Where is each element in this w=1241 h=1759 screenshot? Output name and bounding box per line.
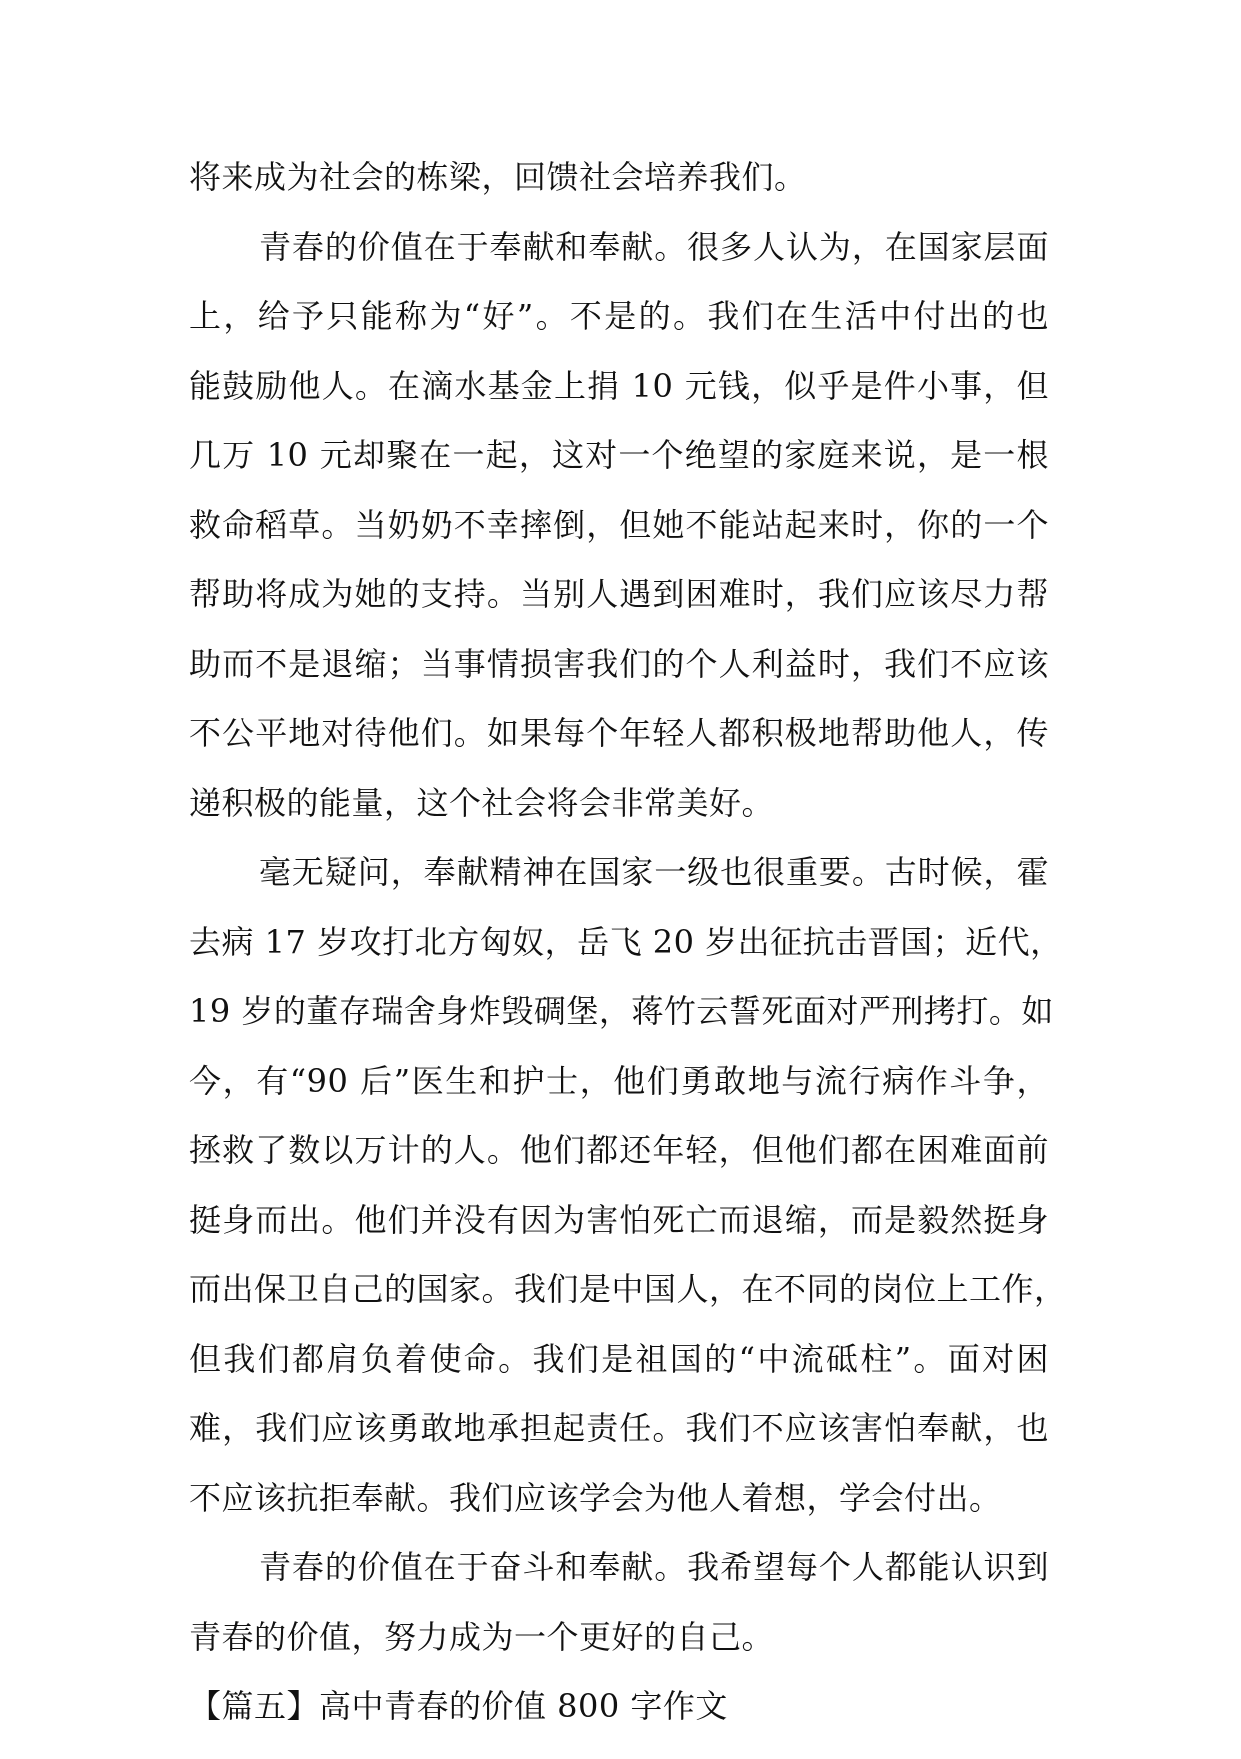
- paragraph-line: 毫无疑问，奉献精神在国家一级也很重要。古时候，霍: [259, 853, 1049, 891]
- paragraph-line: 拯救了数以万计的人。他们都还年轻，但他们都在困难面前: [189, 1131, 1049, 1169]
- paragraph-line: 救命稻草。当奶奶不幸摔倒，但她不能站起来时，你的一个: [189, 505, 1049, 544]
- paragraph-line: 青春的价值，努力成为一个更好的自己。: [189, 1617, 775, 1656]
- paragraph-line: 几万 10 元却聚在一起，这对一个绝望的家庭来说，是一根: [189, 436, 1049, 474]
- paragraph-line: 上，给予只能称为“好”。不是的。我们在生活中付出的也: [189, 297, 1049, 335]
- paragraph-line: 19 岁的董存瑞舍身炸毁碉堡，蒋竹云誓死面对严刑拷打。如: [189, 992, 1054, 1030]
- paragraph-line: 青春的价值在于奉献和奉献。很多人认为，在国家层面: [259, 227, 1049, 266]
- paragraph-line: 能鼓励他人。在滴水基金上捐 10 元钱，似乎是件小事，但: [189, 366, 1049, 405]
- paragraph-line: 去病 17 岁攻打北方匈奴，岳飞 20 岁出征抗击晋国；近代，: [189, 922, 1063, 961]
- paragraph-line: 而出保卫自己的国家。我们是中国人，在不同的岗位上工作，: [189, 1270, 1067, 1308]
- paragraph-line: 不公平地对待他们。如果每个年轻人都积极地帮助他人，传: [189, 714, 1049, 752]
- paragraph-line: 不应该抗拒奉献。我们应该学会为他人着想，学会付出。: [189, 1478, 1002, 1517]
- paragraph-line: 青春的价值在于奋斗和奉献。我希望每个人都能认识到: [259, 1548, 1049, 1586]
- paragraph-line: 助而不是退缩；当事情损害我们的个人利益时，我们不应该: [189, 644, 1049, 683]
- paragraph-line: 今，有“90 后”医生和护士，他们勇敢地与流行病作斗争，: [189, 1061, 1049, 1100]
- paragraph-line: 将来成为社会的栋梁，回馈社会培养我们。: [189, 158, 807, 196]
- paragraph-line: 但我们都肩负着使命。我们是祖国的“中流砥柱”。面对困: [189, 1339, 1049, 1378]
- section-heading: 【篇五】高中青春的价值 800 字作文: [189, 1687, 728, 1725]
- paragraph-line: 递积极的能量，这个社会将会非常美好。: [189, 783, 775, 822]
- paragraph-line: 难，我们应该勇敢地承担起责任。我们不应该害怕奉献，也: [189, 1409, 1049, 1447]
- essay-body: [189, 158, 1067, 1759]
- paragraph-line: 挺身而出。他们并没有因为害怕死亡而退缩，而是毅然挺身: [189, 1200, 1049, 1239]
- paragraph-line: 帮助将成为她的支持。当别人遇到困难时，我们应该尽力帮: [189, 575, 1049, 613]
